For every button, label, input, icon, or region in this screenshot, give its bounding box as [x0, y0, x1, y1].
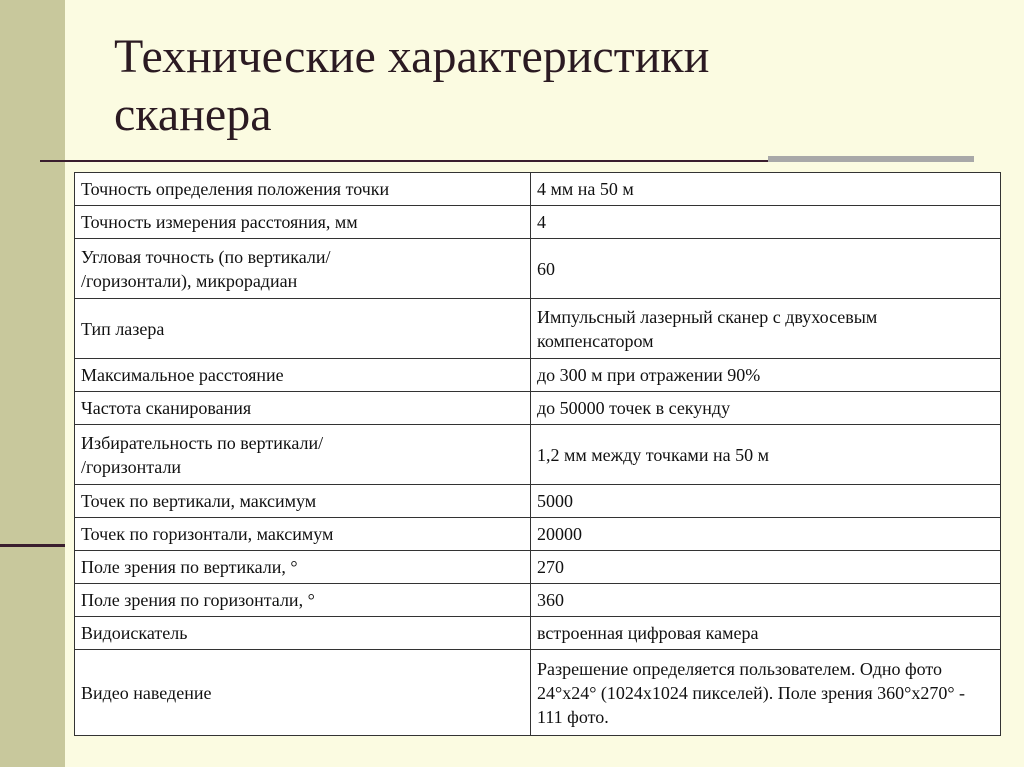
- table-row: [75, 485, 1001, 518]
- param-cell: Поле зрения по вертикали, °: [75, 551, 531, 584]
- param-cell: Точность измерения расстояния, мм: [75, 206, 531, 239]
- table-row: [75, 425, 1001, 485]
- table-row: [75, 617, 1001, 650]
- value-cell: 4 мм на 50 м: [531, 173, 1001, 206]
- param-cell: [75, 239, 531, 299]
- value-cell: встроенная цифровая камера: [531, 617, 1001, 650]
- table-row: [75, 650, 1001, 736]
- table-row: [75, 584, 1001, 617]
- param-cell: Точек по горизонтали, максимум: [75, 518, 531, 551]
- param-cell: Максимальное расстояние: [75, 359, 531, 392]
- param-cell: Видео наведение: [75, 650, 531, 736]
- table-row: [75, 518, 1001, 551]
- param-line: Угловая точность (по вертикали/: [81, 246, 331, 267]
- param-cell: Частота сканирования: [75, 392, 531, 425]
- slide-title: [114, 28, 974, 144]
- value-cell: 5000: [531, 485, 1001, 518]
- title-accent-bar: [768, 156, 974, 162]
- side-decor-line: [0, 544, 65, 547]
- table-row: [75, 551, 1001, 584]
- value-cell: до 300 м при отражении 90%: [531, 359, 1001, 392]
- specs-table: [74, 172, 1001, 736]
- param-cell: Точность определения положения точки: [75, 173, 531, 206]
- param-cell: [75, 425, 531, 485]
- value-cell: 20000: [531, 518, 1001, 551]
- param-line: /горизонтали), микрорадиан: [81, 270, 298, 291]
- value-cell: Разрешение определяется пользователем. Одно фото 24°x24° (1024x1024 пикселей). Поле зрения 360°x270° - 111 фото.: [531, 650, 1001, 736]
- param-line: /горизонтали: [81, 456, 182, 477]
- slide-title-line-1: Технические характеристики: [114, 30, 710, 83]
- table-row: [75, 206, 1001, 239]
- param-line: Избирательность по вертикали/: [81, 432, 324, 453]
- param-cell: Поле зрения по горизонтали, °: [75, 584, 531, 617]
- value-cell: Импульсный лазерный сканер с двухосевым компенсатором: [531, 299, 1001, 359]
- value-cell: 4: [531, 206, 1001, 239]
- param-cell: Тип лазера: [75, 299, 531, 359]
- param-cell: Видоискатель: [75, 617, 531, 650]
- table-row: [75, 392, 1001, 425]
- value-cell: 1,2 мм между точками на 50 м: [531, 425, 1001, 485]
- value-cell: 60: [531, 239, 1001, 299]
- slide-title-line-2: сканера: [114, 88, 272, 141]
- value-cell: 270: [531, 551, 1001, 584]
- table-row: [75, 299, 1001, 359]
- param-cell: Точек по вертикали, максимум: [75, 485, 531, 518]
- side-decor-bar: [0, 0, 65, 767]
- table-row: [75, 173, 1001, 206]
- value-cell: 360: [531, 584, 1001, 617]
- table-row: [75, 239, 1001, 299]
- value-cell: до 50000 точек в секунду: [531, 392, 1001, 425]
- table-row: [75, 359, 1001, 392]
